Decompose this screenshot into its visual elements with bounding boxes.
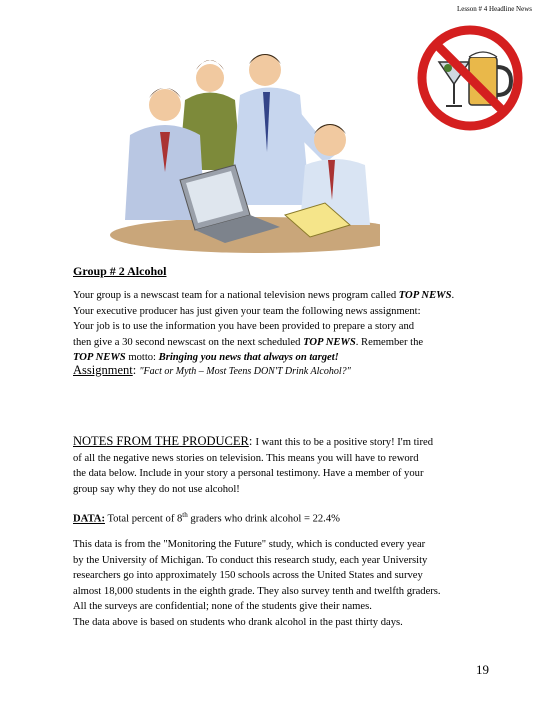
notes-label: NOTES FROM THE PRODUCER bbox=[73, 434, 249, 448]
group-heading: Group # 2 Alcohol bbox=[73, 264, 167, 278]
data-line: DATA: Total percent of 8th graders who drink alcohol = 22.4% bbox=[73, 511, 340, 525]
intro-paragraph: Your group is a newscast team for a national television news program called TOP NEWS. Your executive producer has just given your team the following news assignment: Your job is to use the information you have been provided to prepare a story and then give a 30 second newscast on the next scheduled TOP NEWS. Remember the TOP NEWS motto: Bringing you news that always on target! bbox=[73, 290, 455, 363]
no-alcohol-icon bbox=[414, 22, 526, 134]
assignment-text: "Fact or Myth – Most Teens DON'T Drink Alcohol?" bbox=[139, 366, 351, 377]
business-meeting-clipart bbox=[60, 40, 380, 255]
source-paragraph: This data is from the "Monitoring the Future" study, which is conducted every year by the University of Michigan. To conduct this research study, each year University researchers go into approximately 150 schools across the United States and survey almost 18,000 students in the eighth grade. They also survey tenth and twelfth graders. All the surveys are confidential; none of the students give their names. The data above is based on students who drank alcohol in the past thirty days. bbox=[73, 539, 441, 628]
page-number: 19 bbox=[476, 662, 489, 677]
motto: Bringing you news that always on target! bbox=[158, 352, 339, 363]
producer-notes: NOTES FROM THE PRODUCER: I want this to be a positive story! I'm tired of all the negative news stories on television. This means you will have to reword the data below. Include in your story a personal testimony. Have a member of your group say why they do not use alcohol! bbox=[73, 434, 434, 495]
assignment-label: Assignment bbox=[73, 363, 133, 377]
lesson-header: Lesson # 4 Headline News bbox=[456, 5, 532, 13]
data-label: DATA: bbox=[73, 513, 105, 525]
assignment-line: Assignment: "Fact or Myth – Most Teens DON'T Drink Alcohol?" bbox=[73, 363, 351, 377]
